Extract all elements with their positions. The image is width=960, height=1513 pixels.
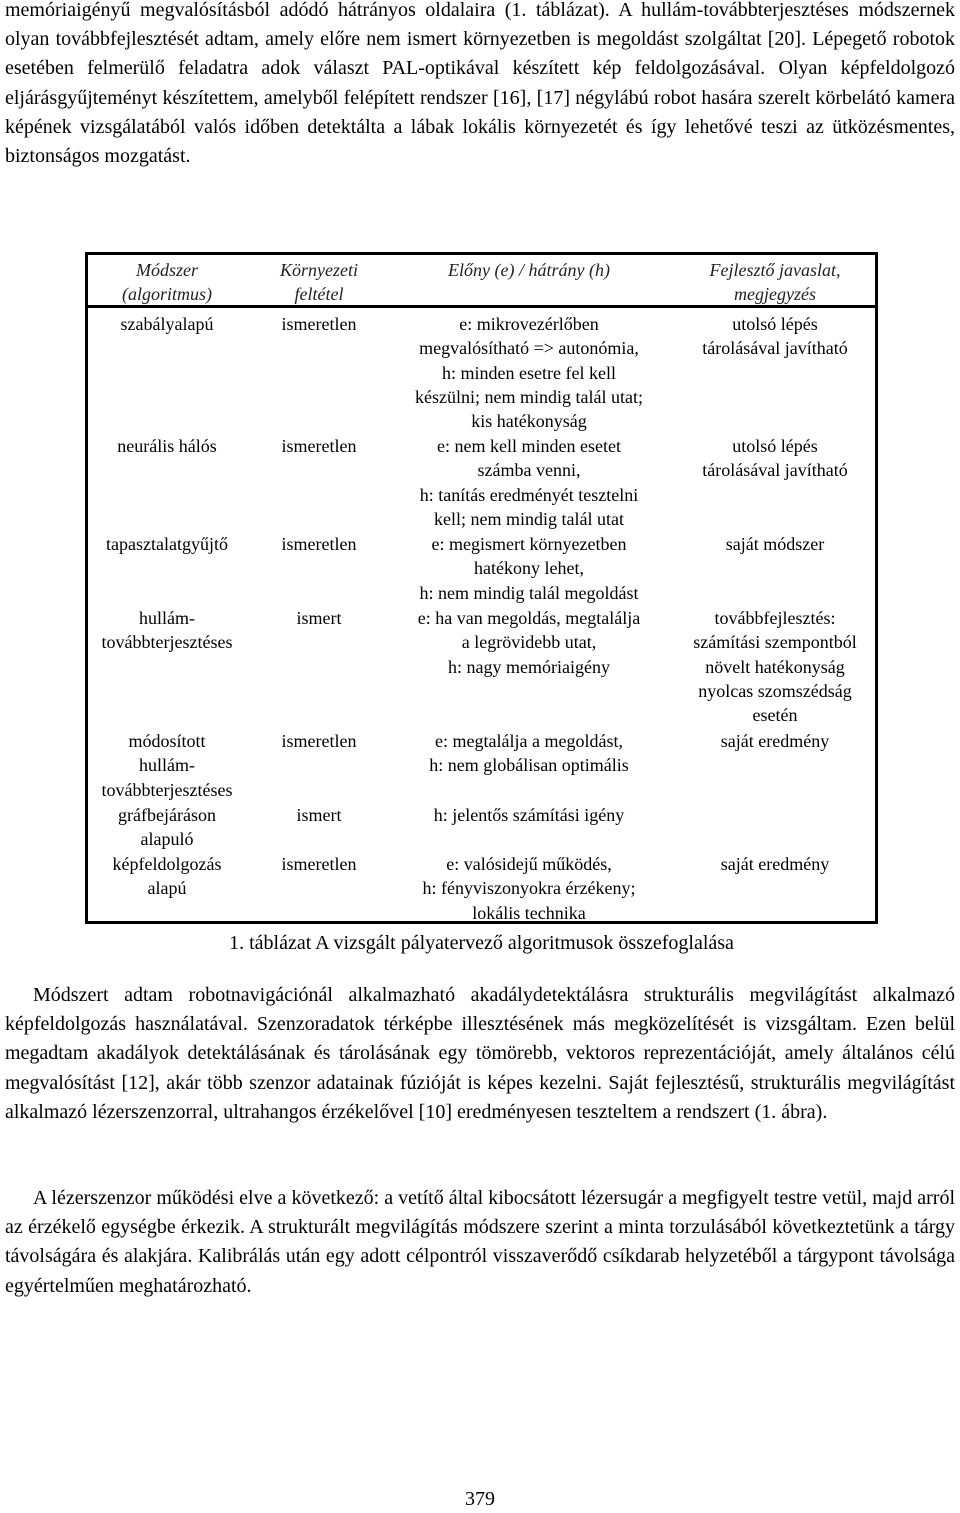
table-cell-suggestion: utolsó lépés tárolásával javítható [702, 436, 848, 481]
table-cell-proscons: h: jelentős számítási igény [433, 805, 625, 825]
table-cell-method: hullám- továbbterjesztéses [101, 608, 233, 653]
table-caption: 1. táblázat A vizsgált pályatervező algoritmusok összefoglalása [229, 932, 734, 954]
paragraph-2 [5, 981, 955, 1127]
table-cell-suggestion: saját eredmény [720, 731, 830, 751]
table-cell-environment: ismeretlen [281, 314, 357, 334]
header-method: Módszer (algoritmus) [122, 260, 212, 305]
paragraph-1: memóriaigényű megvalósításból adódó hátrányos oldalaira (1. táblázat). A hullám-továbbterjesztéses módszernek olyan továbbfejlesztését adtam, amely előre nem ismert környezetben is megoldást szolgáltat [20]. Lépegető robotok esetében felmerülő feladatra adok választ PAL-optikával készített kép feldolgozásával. Olyan képfeldolgozó eljárásgyűjteményt készítettem, amelyből felépített rendszer [16], [17] négylábú robot hasára szerelt körbelátó kamera képének vizsgálatából valós időben detektálta a lábak lokális környezetét és így lehetővé teszi az ütközésmentes, biztonságos mozgatást. [5, 0, 955, 168]
table-cell-method: szabályalapú [120, 314, 214, 334]
page-number: 379 [465, 1488, 495, 1510]
table-cell-suggestion: saját módszer [725, 534, 825, 554]
paragraph-3 [5, 1184, 955, 1301]
table-cell-method: módosított hullám- továbbterjesztéses [101, 731, 233, 800]
table-cell-proscons: e: megismert környezetben hatékony lehet, h: nem mindig talál megoldást [419, 534, 639, 603]
table-cell-environment: ismeretlen [281, 731, 357, 751]
paragraph-2-text: Módszert adtam robotnavigációnál alkalmazható akadálydetektálásra strukturális megvilágítást alkalmazó képfeldolgozás használatával. Szenzoradatok térképbe illesztésének más megközelítését is vizsgáltam. Ezen belül megadtam akadályok detektálásának és tárolásának egy tömörebb, vektoros reprezentációját, amely általános célú megvalósítást [12], akár több szenzor adatainak fúzióját is képes kezelni. Saját fejlesztésű, strukturális megvilágítást alkalmazó lézerszenzorral, ultrahangos érzékelővel [10] eredményesen teszteltem a rendszert (1. ábra). [5, 984, 955, 1123]
table-cell-environment: ismeretlen [281, 854, 357, 874]
table-cell-method: tapasztalatgyűjtő [106, 534, 228, 554]
table-cell-suggestion: utolsó lépés tárolásával javítható [702, 314, 848, 359]
table-cell-environment: ismert [296, 608, 342, 628]
table-cell-proscons: e: valósidejű működés, h: fényviszonyokra érzékeny; lokális technika [422, 854, 636, 923]
table-cell-method: képfeldolgozás alapú [112, 854, 222, 899]
paragraph-3-text: A lézerszenzor működési elve a következő: a vetítő által kibocsátott lézersugár a megfigyelt testre vetül, majd arról az érzékelő egységbe érkezik. A strukturált megvilágítás módszere szerint a minta torzulásából következtetünk a tárgy távolságára és alakjára. Kalibrálás után egy adott célpontról visszaverődő csíkdarab helyzetéből a tárgypont távolsága egyértelműen meghatározható. [5, 1187, 955, 1297]
table-cell-suggestion: saját eredmény [720, 854, 830, 874]
table-cell-proscons: e: mikrovezérlőben megvalósítható => autonómia, h: minden esetre fel kell készülni; nem mindig talál utat; kis hatékonyság [415, 314, 643, 432]
table-cell-environment: ismeretlen [281, 436, 357, 456]
header-suggestion: Fejlesztő javaslat, megjegyzés [709, 260, 841, 305]
table-cell-proscons: e: megtalálja a megoldást, h: nem globálisan optimális [429, 731, 629, 776]
table-cell-environment: ismeretlen [281, 534, 357, 554]
table-cell-method: neurális hálós [117, 436, 217, 456]
table-cell-suggestion: továbbfejlesztés: számítási szempontból növelt hatékonyság nyolcas szomszédság esetén [693, 608, 857, 726]
table-cell-proscons: e: ha van megoldás, megtalálja a legrövidebb utat, h: nagy memóriaigény [417, 608, 641, 677]
table-cell-environment: ismert [296, 805, 342, 825]
table-cell-proscons: e: nem kell minden esetet számba venni, h: tanítás eredményét tesztelni kell; nem mindig talál utat [419, 436, 639, 529]
header-proscons: Előny (e) / hátrány (h) [448, 260, 610, 280]
header-environment: Környezeti feltétel [280, 260, 358, 305]
table-cell-method: gráfbejáráson alapuló [118, 805, 216, 850]
